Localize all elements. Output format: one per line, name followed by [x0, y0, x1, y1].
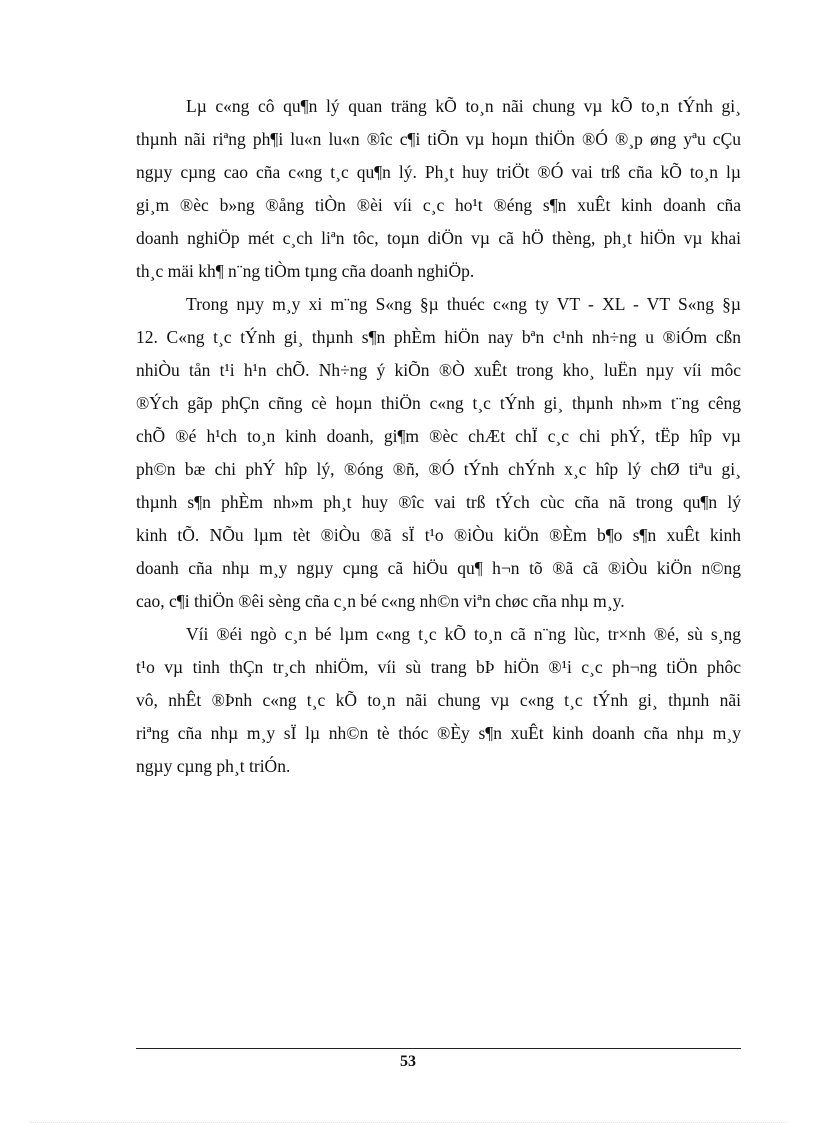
paragraph-3-line-2: t¹o vµ tinh thÇn tr¸ch nhiÖm, víi sù trang bÞ hiÖn ®¹i c¸c ph¬ng tiÖn phôc [136, 657, 741, 677]
page-number: 53 [400, 1053, 416, 1070]
paragraph-1-line-3: ngµy cµng cao cña c«ng t¸c qu¶n lý. Ph¸t huy triÖt ®Ó vai trß cña kÕ to¸n lµ [136, 162, 741, 182]
paragraph-2-line-9: doanh cña nhµ m¸y ngµy cµng cã hiÖu qu¶ h¬n tõ ®ã cã ®iÒu kiÖn n©ng [136, 558, 741, 578]
footer-rule [136, 1048, 741, 1049]
paragraph-1-line-2: thµnh nãi riªng ph¶i lu«n lu«n ®îc c¶i tiÕn vµ hoµn thiÖn ®Ó ®¸p øng yªu cÇu [136, 129, 741, 149]
paragraph-1-line-1: Lµ c«ng cô qu¶n lý quan träng kÕ to¸n nãi chung vµ kÕ to¸n tÝnh gi¸ [186, 96, 741, 116]
paragraph-3-line-1: Víi ®éi ngò c¸n bé lµm c«ng t¸c kÕ to¸n cã n¨ng lùc, tr×nh ®é, sù s¸ng [186, 624, 741, 644]
paragraph-2-line-1: Trong nµy m¸y xi m¨ng S«ng §µ thuéc c«ng ty VT - XL - VT S«ng §µ [186, 294, 741, 314]
paragraph-2-line-6: ph©n bæ chi phÝ hîp lý, ®óng ®ñ, ®Ó tÝnh chÝnh x¸c hîp lý chØ tiªu gi¸ [136, 459, 741, 479]
paragraph-2-line-5: chÕ ®é h¹ch to¸n kinh doanh, gi¶m ®èc chÆt chÏ c¸c chi phÝ, tËp hîp vµ [136, 426, 741, 446]
paragraph-1-line-5: doanh nghiÖp mét c¸ch liªn tôc, toµn diÖn vµ cã hÖ thèng, ph¸t hiÖn vµ khai [136, 228, 741, 248]
paragraph-1-line-4: gi¸m ®èc b»ng ®ång tiÒn ®èi víi c¸c ho¹t ®éng s¶n xuÊt kinh doanh cña [136, 195, 741, 215]
paragraph-2-line-4: ®Ých gãp phÇn cñng cè hoµn thiÖn c«ng t¸c tÝnh gi¸ thµnh nh»m t¨ng cêng [136, 393, 741, 413]
paragraph-1-line-6: th¸c mäi kh¶ n¨ng tiÒm tµng cña doanh nghiÖp. [136, 261, 475, 281]
paragraph-2-line-7: thµnh s¶n phÈm nh»m ph¸t huy ®îc vai trß tÝch cùc cña nã trong qu¶n lý [136, 492, 741, 512]
paragraph-3-line-4: riªng cña nhµ m¸y sÏ lµ nh©n tè thóc ®Èy s¶n xuÊt kinh doanh cña nhµ m¸y [136, 723, 741, 743]
paragraph-2-line-10: cao, c¶i thiÖn ®êi sèng cña c¸n bé c«ng nh©n viªn chøc cña nhµ m¸y. [136, 591, 625, 611]
paragraph-3-line-5: ngµy cµng ph¸t triÓn. [136, 756, 291, 776]
paragraph-3-line-3: vô, nhÊt ®Þnh c«ng t¸c kÕ to¸n nãi chung vµ c«ng t¸c tÝnh gi¸ thµnh nãi [136, 690, 741, 710]
paragraph-2-line-2: 12. C«ng t¸c tÝnh gi¸ thµnh s¶n phÈm hiÖn nay bªn c¹nh nh÷ng u ®iÓm cßn [136, 327, 741, 347]
paragraph-2-line-8: kinh tÕ. NÕu lµm tèt ®iÒu ®ã sÏ t¹o ®iÒu kiÖn ®Èm b¶o s¶n xuÊt kinh [136, 525, 741, 545]
paragraph-2-line-3: nhiÒu tån t¹i h¹n chÕ. Nh÷ng ý kiÕn ®Ò xuÊt trong kho¸ luËn nµy víi môc [136, 360, 741, 380]
